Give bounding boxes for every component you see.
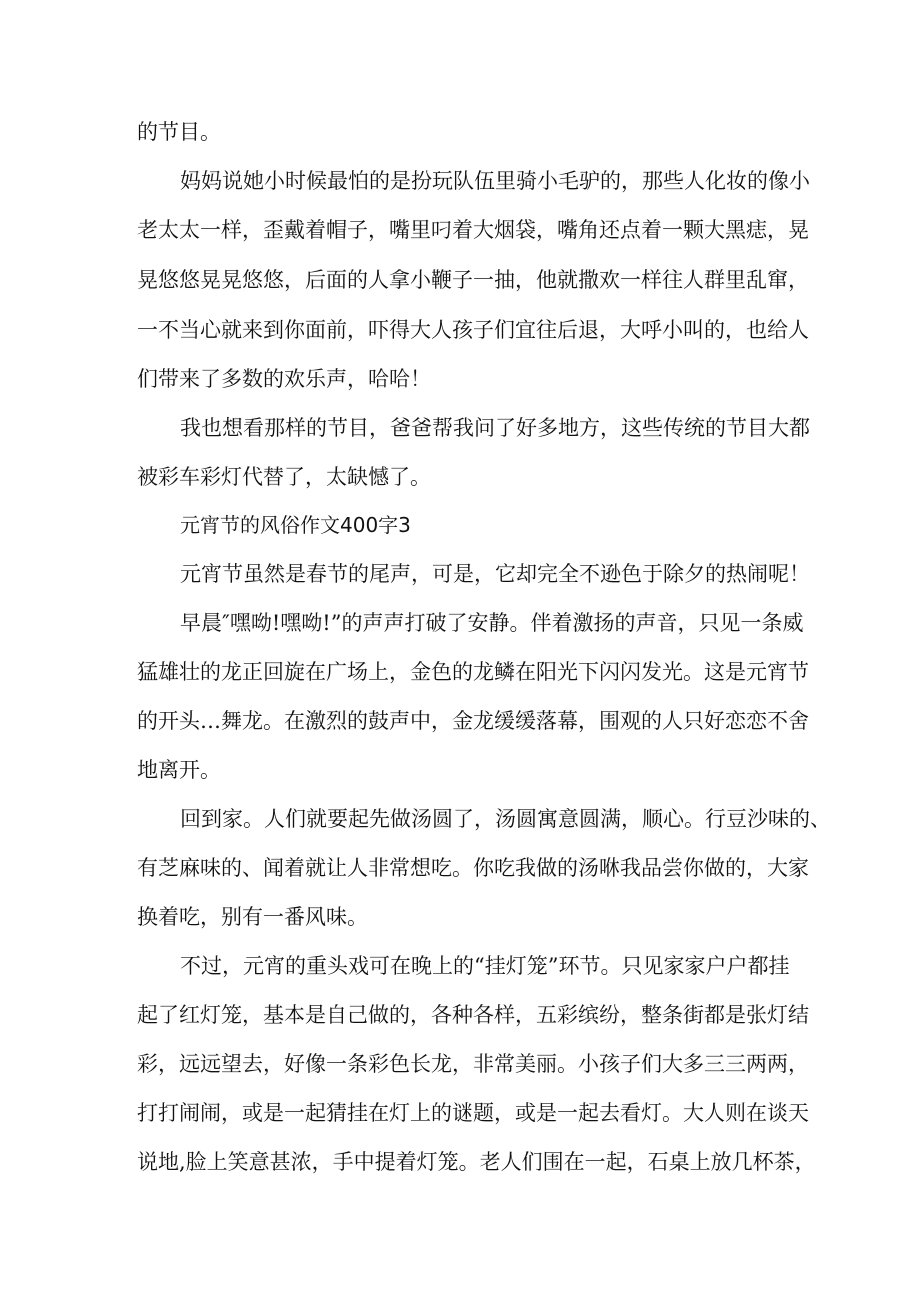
- section-heading: 元宵节的风俗作文400字3: [180, 513, 411, 537]
- text-line: 彩，远远望去，好像一条彩色长龙，非常美丽。小孩子们大多三三两两，: [137, 1052, 809, 1076]
- text-line: 换着吃，别有一番风味。: [137, 905, 368, 929]
- text-line: 地离开。: [137, 758, 221, 782]
- paragraph-first-line: 元宵节虽然是春节的尾声，可是，它却完全不逊色于除夕的热闹呢！: [180, 562, 810, 586]
- text-line: 的开头…舞龙。在激烈的鼓声中，金龙缓缓落幕，围观的人只好恋恋不舍: [137, 709, 809, 733]
- text-line: 说地,脸上笑意甚浓，手中提着灯笼。老人们围在一起，石桌上放几杯茶，: [137, 1150, 816, 1174]
- paragraph-first-line: 妈妈说她小时候最怕的是扮玩队伍里骑小毛驴的，那些人化妆的像小: [180, 169, 810, 193]
- paragraph-first-line: 不过，元宵的重头戏可在晚上的“挂灯笼”环节。只见家家户户都挂: [180, 954, 790, 978]
- text-line: 老太太一样，歪戴着帽子，嘴里叼着大烟袋，嘴角还点着一颗大黑痣，晃: [137, 218, 809, 242]
- text-line: 晃悠悠晃晃悠悠，后面的人拿小鞭子一抽，他就撒欢一样往人群里乱窜，: [137, 268, 809, 292]
- text-line: 有芝麻味的、闻着就让人非常想吃。你吃我做的汤咻我品尝你做的，大家: [137, 856, 809, 880]
- text-line: 打打闹闹，或是一起猜挂在灯上的谜题，或是一起去看灯。大人则在谈天: [137, 1101, 809, 1125]
- paragraph-first-line: 回到家。人们就要起先做汤圆了，汤圆寓意圆满，顺心。行豆沙味的、: [180, 807, 831, 831]
- text-line: 起了红灯笼，基本是自己做的，各种各样，五彩缤纷，整条街都是张灯结: [137, 1003, 809, 1027]
- text-line: 猛雄壮的龙正回旋在广场上，金色的龙鳞在阳光下闪闪发光。这是元宵节: [137, 660, 809, 684]
- text-line: 的节目。: [137, 120, 221, 144]
- text-line: 们带来了多数的欢乐声，哈哈！: [137, 367, 431, 391]
- paragraph-first-line: 早晨″嘿呦!嘿呦!”的声声打破了安静。伴着激扬的声音，只见一条威: [180, 611, 804, 635]
- text-line: 一不当心就来到你面前，吓得大人孩子们宜往后退，大呼小叫的，也给人: [137, 318, 809, 342]
- text-line: 被彩车彩灯代替了，太缺憾了。: [137, 465, 431, 489]
- paragraph-first-line: 我也想看那样的节目，爸爸帮我问了好多地方，这些传统的节目大都: [180, 416, 810, 440]
